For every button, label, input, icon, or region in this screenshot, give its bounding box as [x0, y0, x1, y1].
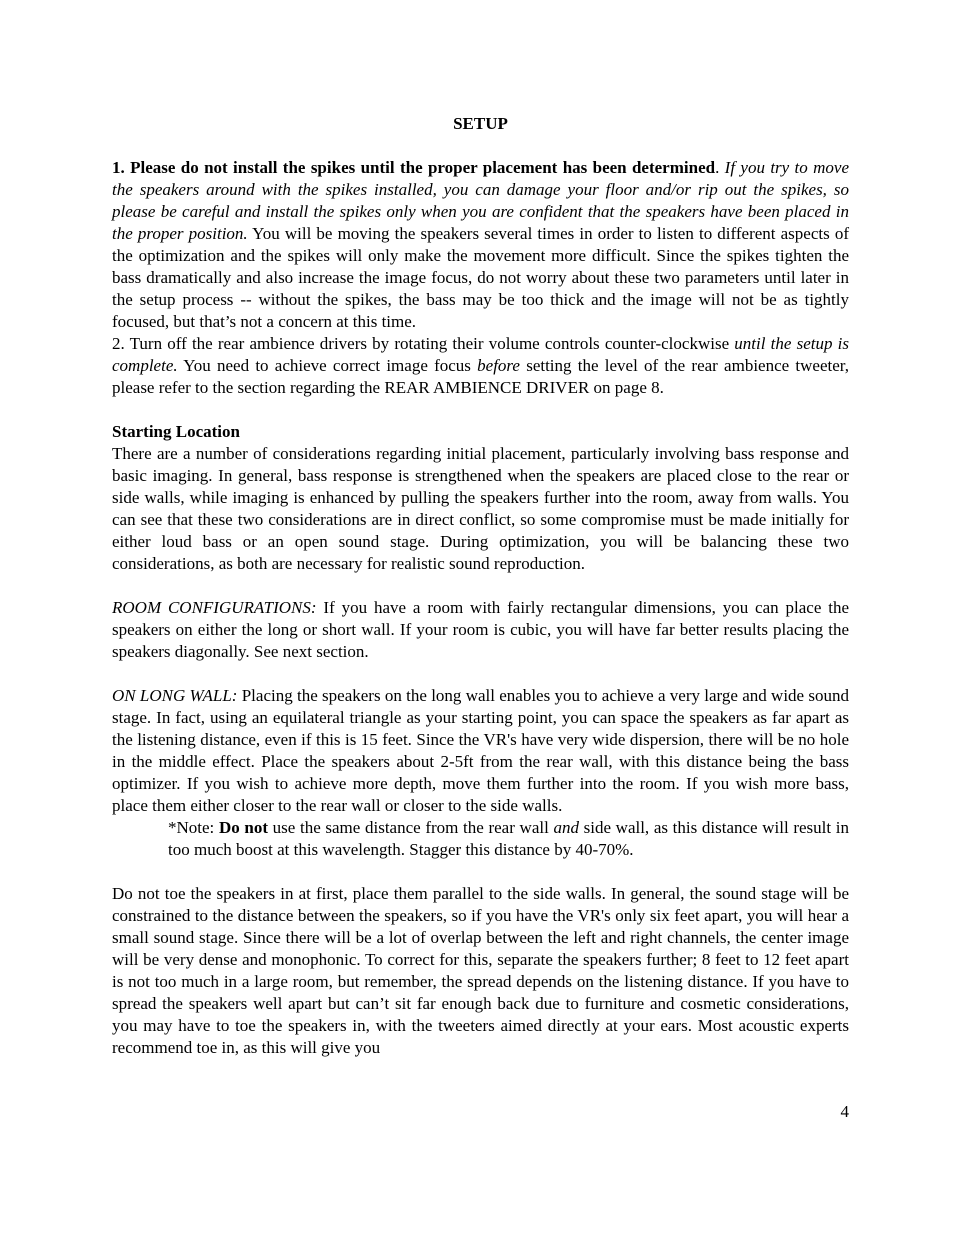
note-paragraph [112, 817, 849, 861]
spacer [112, 663, 849, 685]
long-wall-label: ON LONG WALL: [112, 686, 238, 705]
note-text-e: side wall, as this distance will result in too much boost at this wavelength. Stagger this distance by 40-70%. [168, 818, 849, 859]
step-1-rest: You will be moving the speakers several times in order to listen to different aspects of the optimization and the spikes will only make the movement more difficult. Since the spikes tighten the bass dramatically and also increase the image focus, do not worry about these two parameters until later in the setup process -- without the spikes, the bass may be too thick and the image will not be as tightly focused, but that’s not a concern at this time. [112, 224, 850, 331]
step-1-bold: 1. Please do not install the spikes until the proper placement has been determined [112, 158, 716, 177]
long-wall-paragraph [112, 685, 849, 817]
spacer [112, 399, 849, 421]
spacer [112, 861, 849, 883]
note-italic: and [553, 818, 579, 837]
room-configurations-paragraph [112, 597, 849, 663]
note-text-c: use the same distance from the rear wall [268, 818, 554, 837]
step-2-paragraph [112, 333, 849, 399]
step-1-period: . [715, 158, 720, 177]
starting-location-heading: Starting Location [112, 422, 240, 441]
long-wall-body: Placing the speakers on the long wall enables you to achieve a very large and wide sound stage. In fact, using an equilateral triangle as your starting point, you can space the speakers as far apart as the listening distance, even if this is 15 feet. Since the VR's have very wide dispersion, there will be no hole in the middle effect. Place the speakers about 2-5ft from the rear wall, with this distance being the bass optimizer. If you wish to achieve more depth, move them further into the room. If you wish more bass, place them either closer to the rear wall or closer to the side walls. [112, 686, 849, 815]
toe-in-paragraph: Do not toe the speakers in at first, place them parallel to the side walls. In general, the sound stage will be constrained to the distance between the speakers, so if you have the VR's only six feet apart, you will hear a small sound stage. Since there will be a lot of overlap between the left and right channels, the center image will be very dense and monophonic. To correct for this, separate the speakers further; 8 feet to 12 feet apart is not too much in a large room, but remember, the spread depends on the listening distance. If you have to spread the speakers well apart but can’t sit far enough back due to furniture and cosmetic considerations, you may have to toe the speakers in, with the tweeters aimed directly at your ears. Most acoustic experts recommend toe in, as this will give you [112, 884, 849, 1057]
room-configurations-label: ROOM CONFIGURATIONS: [112, 598, 317, 617]
step-2-italic-d: before [477, 356, 520, 375]
room-configurations-body: If you have a room with fairly rectangular dimensions, you can place the speakers on either the long or short wall. If your room is cubic, you will have far better results placing the speakers diagonally. See next section. [112, 598, 849, 661]
page-title: SETUP [453, 114, 508, 133]
page-content [112, 113, 849, 1059]
note-bold: Do not [218, 818, 268, 837]
step-2-text-a: 2. Turn off the rear ambience drivers by rotating their volume controls counter-clockwise [112, 334, 735, 353]
starting-location-paragraph: There are a number of considerations regarding initial placement, particularly involving bass response and basic imaging. In general, bass response is strengthened when the speakers are placed close to the rear or side walls, while imaging is enhanced by pulling the speakers further into the room, away from walls. You can see that these two considerations are in direct conflict, so some compromise must be made initially for either loud bass or an open sound stage. During optimization, you will be balancing these two considerations, as both are necessary for realistic sound reproduction. [112, 444, 849, 573]
step-1-italic: If you try to move the speakers around with the spikes installed, you can damage your floor and/or rip out the spikes, so please be careful and install the spikes only when you are confident that the speakers have been placed in the proper position. [112, 158, 850, 243]
page-number: 4 [840, 1102, 849, 1121]
note-text-a: *Note: [168, 818, 219, 837]
step-2-italic-b: until the setup is complete. [112, 334, 849, 375]
step-2-text-e: setting the level of the rear ambience tweeter, please refer to the section regarding the REAR AMBIENCE DRIVER on page 8. [112, 356, 849, 397]
spacer [112, 575, 849, 597]
step-1-paragraph [112, 157, 849, 333]
step-2-text-c: You need to achieve correct image focus [177, 356, 478, 375]
